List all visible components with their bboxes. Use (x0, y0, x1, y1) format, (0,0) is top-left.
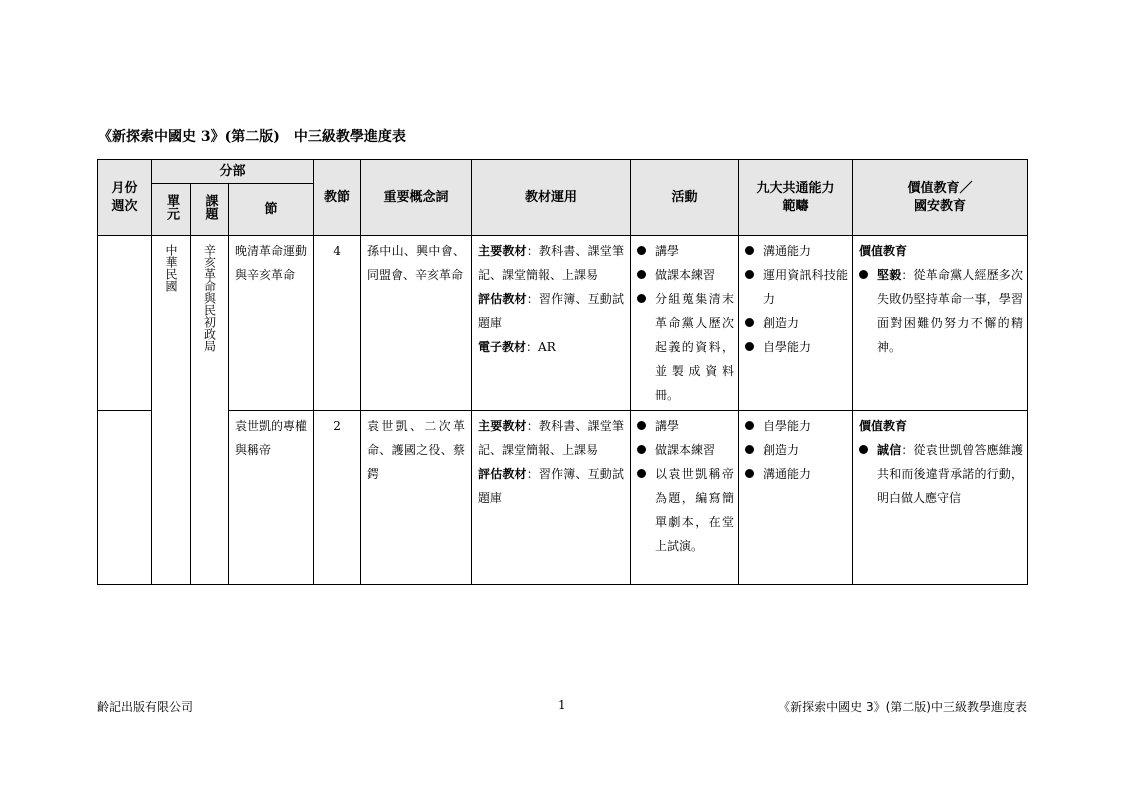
bullet-icon (745, 246, 754, 255)
document-title: 《新探索中國史 3》(第二版) 中三級教學進度表 (98, 129, 406, 145)
section-text: 晚清革命運動與辛亥革命 (235, 244, 308, 282)
values-cell (853, 236, 1028, 411)
month-week-cell (98, 236, 152, 411)
table-row (98, 411, 1028, 585)
bullet-icon (637, 294, 646, 303)
list-item (637, 287, 734, 407)
header-month: 月份 (111, 180, 138, 196)
activity-text: 以袁世凱稱帝為題，編寫簡單劇本，在堂上試演。 (655, 467, 735, 553)
concepts-cell (361, 236, 472, 411)
skill-text: 溝通能力 (763, 467, 812, 481)
activity-text: 做課本練習 (655, 268, 716, 282)
skill-text: 創造力 (763, 316, 800, 330)
material-item (478, 414, 624, 462)
header-skills-line2: 範疇 (782, 198, 809, 214)
unit-text: 中華民國 (164, 244, 178, 292)
material-item (478, 239, 624, 287)
bullet-icon (859, 270, 868, 279)
material-item (478, 462, 624, 510)
list-item (745, 311, 848, 335)
header-topic-text: 課題 (202, 193, 218, 220)
bullet-icon (745, 421, 754, 430)
skills-list (739, 411, 852, 489)
skill-text: 運用資訊科技能力 (763, 268, 849, 306)
values-heading: 價值教育 (859, 419, 908, 433)
bullet-icon (745, 318, 754, 327)
header-values-line2: 國安教育 (914, 198, 967, 214)
header-month-week (98, 160, 152, 236)
list-item (745, 462, 848, 486)
material-text: ：教科書、課堂筆記、課堂簡報、上課易 (478, 244, 624, 282)
periods-cell (314, 236, 361, 411)
header-week: 週次 (111, 198, 138, 214)
materials-list (472, 411, 630, 513)
bullet-icon (637, 445, 646, 454)
material-item (478, 335, 624, 359)
value-label: 誠信 (877, 443, 902, 457)
header-unit (152, 184, 191, 236)
section-text: 袁世凱的專權與稱帝 (235, 419, 308, 457)
list-item (637, 414, 734, 438)
activities-cell (631, 236, 739, 411)
topic-cell (191, 236, 229, 585)
skill-text: 溝通能力 (763, 244, 812, 258)
concepts-cell (361, 411, 472, 585)
material-label: 評估教材 (478, 292, 527, 306)
header-section-group: 分部 (152, 160, 314, 184)
header-skills-line1: 九大共通能力 (756, 180, 835, 196)
material-text: ：教科書、課堂筆記、課堂簡報、上課易 (478, 419, 624, 457)
skills-cell (739, 236, 853, 411)
material-label: 主要教材 (478, 419, 527, 433)
header-topic (191, 184, 229, 236)
value-label: 堅毅 (877, 268, 902, 282)
values-heading: 價值教育 (859, 244, 908, 258)
value-text: ：從革命黨人經歷多次失敗仍堅持革命一事，學習面對困難仍努力不懈的精神。 (877, 268, 1024, 354)
bullet-icon (745, 445, 754, 454)
bullet-icon (859, 445, 868, 454)
materials-list (472, 236, 630, 362)
bullet-icon (745, 270, 754, 279)
header-skills (739, 160, 853, 236)
periods-cell (314, 411, 361, 585)
skill-text: 創造力 (763, 443, 800, 457)
material-text: ：AR (526, 340, 556, 354)
header-concepts: 重要概念詞 (361, 160, 472, 236)
value-text: ：從袁世凱曾答應維護共和而後違背承諾的行動，明白做人應守信 (877, 443, 1024, 505)
month-week-cell (98, 411, 152, 585)
material-label: 電子教材 (478, 340, 527, 354)
values-list (853, 438, 1027, 513)
periods-text: 4 (333, 244, 341, 258)
list-item (637, 263, 734, 287)
list-item (637, 462, 734, 558)
values-cell (853, 411, 1028, 585)
list-item (745, 335, 848, 359)
material-text: ：習作簿、互動試題庫 (478, 292, 624, 330)
activity-text: 講學 (655, 244, 680, 258)
materials-cell (472, 236, 631, 411)
activities-list (631, 236, 738, 410)
footer-doc-title: 《新探索中國史 3》(第二版)中三級教學進度表 (778, 700, 1027, 714)
header-values-line1: 價值教育／ (907, 180, 973, 196)
section-cell (229, 411, 314, 585)
schedule-table (97, 159, 1028, 585)
activities-cell (631, 411, 739, 585)
bullet-icon (637, 246, 646, 255)
material-item (478, 287, 624, 335)
activity-text: 講學 (655, 419, 680, 433)
skills-list (739, 236, 852, 362)
header-activities: 活動 (631, 160, 739, 236)
material-label: 主要教材 (478, 244, 527, 258)
materials-cell (472, 411, 631, 585)
values-list (853, 263, 1027, 362)
section-cell (229, 236, 314, 411)
skills-cell (739, 411, 853, 585)
material-text: ：習作簿、互動試題庫 (478, 467, 624, 505)
concepts-text: 孫中山、興中會、同盟會、辛亥革命 (367, 244, 466, 282)
header-periods: 教節 (314, 160, 361, 236)
list-item (745, 239, 848, 263)
table-row (98, 236, 1028, 411)
footer-publisher: 齡記出版有限公司 (97, 700, 194, 714)
bullet-icon (745, 469, 754, 478)
activities-list (631, 411, 738, 561)
bullet-icon (637, 270, 646, 279)
topic-text: 辛亥革命與民初政局 (202, 244, 217, 352)
list-item (637, 438, 734, 462)
list-item (637, 239, 734, 263)
header-unit-text: 單元 (164, 193, 179, 220)
header-section-part: 節 (229, 184, 314, 236)
bullet-icon (745, 342, 754, 351)
activity-text: 做課本練習 (655, 443, 716, 457)
activity-text: 分組蒐集清末革命黨人歷次起義的資料，並製成資料冊。 (655, 292, 735, 402)
header-materials: 教材運用 (472, 160, 631, 236)
list-item (745, 263, 848, 311)
concepts-text: 袁世凱、二次革命、護國之役、蔡鍔 (367, 419, 466, 481)
list-item (745, 414, 848, 438)
footer-page-number: 1 (558, 698, 566, 712)
header-values (853, 160, 1028, 236)
periods-text: 2 (333, 419, 341, 433)
bullet-icon (637, 421, 646, 430)
bullet-icon (637, 469, 646, 478)
list-item (859, 263, 1023, 359)
material-label: 評估教材 (478, 467, 527, 481)
list-item (859, 438, 1023, 510)
skill-text: 自學能力 (763, 419, 812, 433)
unit-cell (152, 236, 191, 585)
skill-text: 自學能力 (763, 340, 812, 354)
list-item (745, 438, 848, 462)
